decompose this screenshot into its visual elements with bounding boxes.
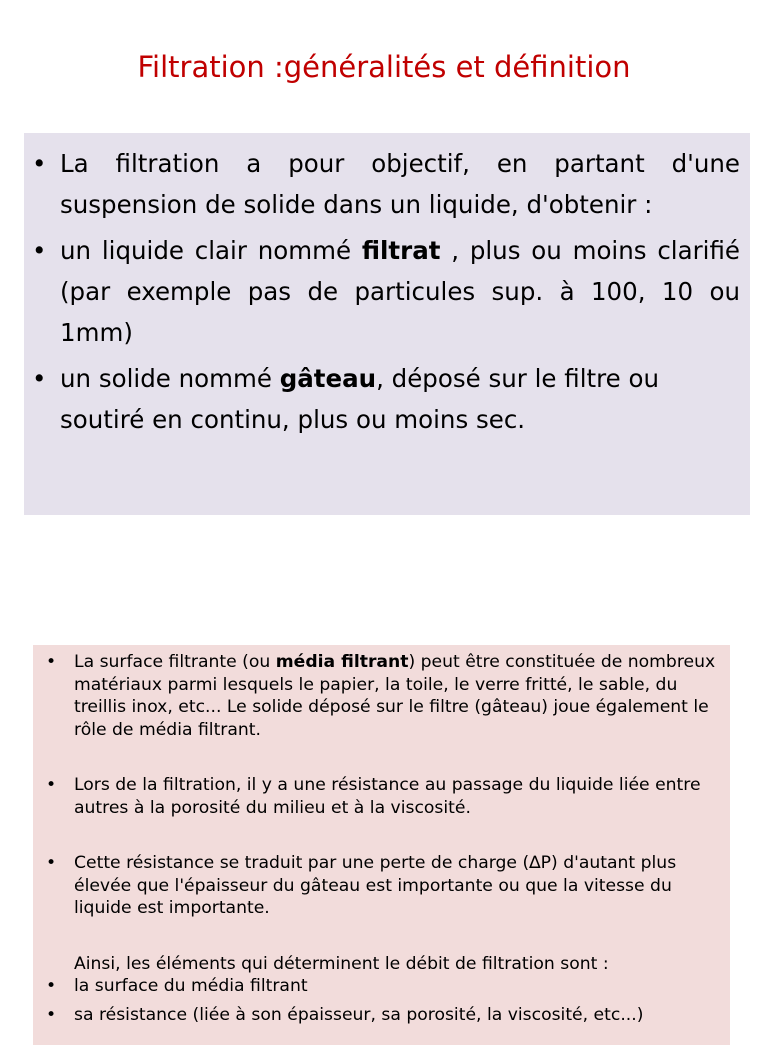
intro-text xyxy=(43,953,724,976)
list-item xyxy=(30,143,740,225)
item-text: La filtration a pour objectif, en partant d'une suspension de solide dans un liquide, d'obtenir : xyxy=(60,149,740,219)
item-text: , plus ou moins clarifié (par exemple pas de particules sup. à 100, 10 ou 1mm) xyxy=(60,236,740,347)
list-item xyxy=(30,358,740,440)
bullet-icon: • xyxy=(46,853,57,873)
bullet-icon: • xyxy=(46,652,57,672)
item-text: sa résistance (liée à son épaisseur, sa porosité, la viscosité, etc...) xyxy=(74,1004,644,1025)
item-text: un solide nommé xyxy=(60,364,280,393)
list-item xyxy=(43,1004,724,1027)
slide-title: Filtration :généralités et définition xyxy=(137,50,631,84)
bullet-icon: • xyxy=(32,364,47,393)
item-text: ) peut être constituée de nombreux matériaux parmi lesquels le papier, la toile, le verre fritté, le sable, du treillis inox, etc... Le solide déposé sur le filtre (gâteau) joue également le rôle de média filtrant. xyxy=(74,652,716,740)
list-item xyxy=(43,975,724,998)
list-item xyxy=(30,230,740,353)
term-filtrat: filtrat xyxy=(361,236,441,265)
bullet-icon: • xyxy=(46,976,57,996)
item-text: , déposé sur le filtre ou soutiré en continu, plus ou moins sec. xyxy=(60,364,660,434)
bullet-icon: • xyxy=(32,236,47,265)
list-item xyxy=(43,774,724,819)
item-text: La surface filtrante (ou xyxy=(74,652,276,672)
bullet-icon: • xyxy=(46,775,57,795)
item-text: un liquide clair nommé xyxy=(60,236,362,265)
item-text: Lors de la filtration, il y a une résistance au passage du liquide liée entre autres à la porosité du milieu et à la viscosité. xyxy=(74,775,701,818)
bullet-icon: • xyxy=(46,1004,57,1025)
definition-list xyxy=(30,143,740,440)
item-text: la surface du média filtrant xyxy=(74,976,308,996)
term-gateau: gâteau xyxy=(279,364,377,393)
details-box xyxy=(33,645,730,1045)
list-item xyxy=(43,852,724,920)
item-text: Cette résistance se traduit par une perte de charge (∆P) d'autant plus élevée que l'épaisseur du gâteau est importante ou que la vitesse du liquide est importante. xyxy=(74,853,677,918)
list-item xyxy=(43,651,724,741)
bullet-icon: • xyxy=(32,149,47,178)
item-text: Ainsi, les éléments qui déterminent le débit de filtration sont : xyxy=(74,953,609,974)
definition-box xyxy=(24,133,750,515)
term-media-filtrant: média filtrant xyxy=(275,652,409,672)
